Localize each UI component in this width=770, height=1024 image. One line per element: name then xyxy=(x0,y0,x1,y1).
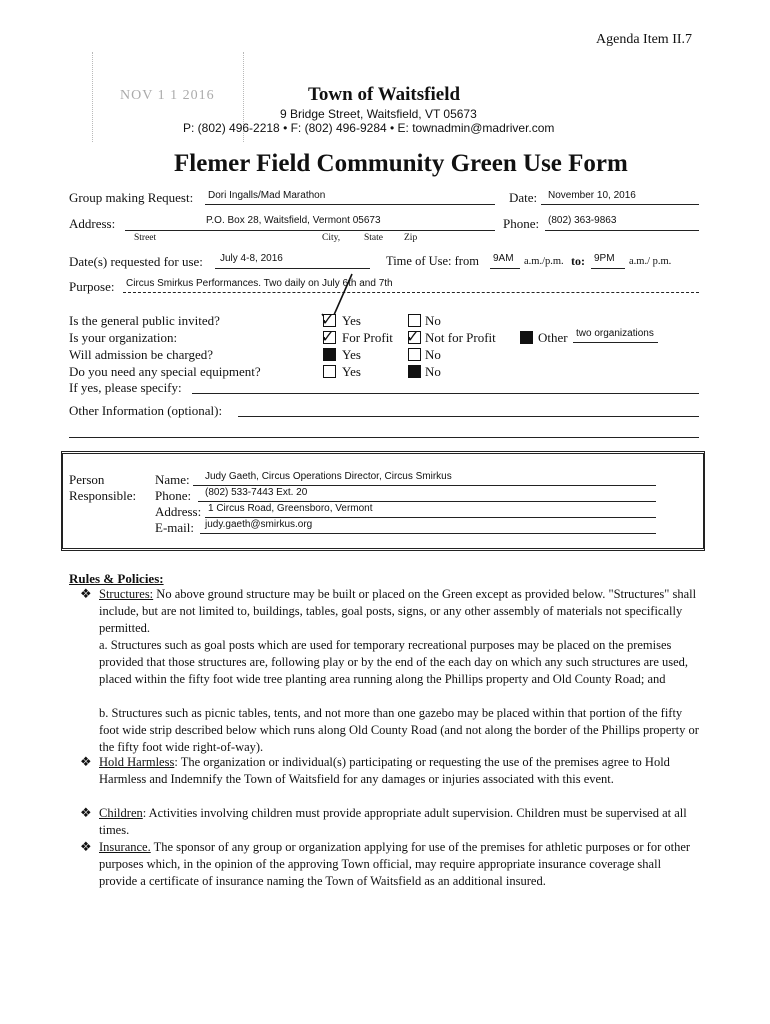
rule-children xyxy=(99,805,699,839)
check-icon: ✓ xyxy=(406,327,420,346)
person-name-label: Name: xyxy=(155,472,190,487)
address-sub-city: City, xyxy=(322,233,341,243)
date-value[interactable]: November 10, 2016 xyxy=(548,190,636,201)
org-nonprofit-label: Not for Profit xyxy=(425,330,496,345)
public-yes-label: Yes xyxy=(342,313,361,328)
check-icon: ✓ xyxy=(321,327,335,346)
rule-structures-text: No above ground structure may be built or placed on the Green except as provided below. "Structures" shall include, but are not limited to, buildings, tables, goal posts, signs, or any other assembly of materials not specifically permitted. xyxy=(99,587,697,635)
time-label: Time of Use: from xyxy=(386,254,479,268)
person-address-value[interactable]: 1 Circus Road, Greensboro, Vermont xyxy=(208,503,373,514)
other-info-field[interactable] xyxy=(238,416,699,417)
question-admission: Will admission be charged? xyxy=(69,347,214,362)
equipment-yes-checkbox[interactable] xyxy=(323,365,336,378)
rule-hold-harmless xyxy=(99,754,699,788)
ampm-2: a.m./ p.m. xyxy=(629,256,672,267)
rule-insurance-text: The sponsor of any group or organization applying for use of the premises for athletic purposes or for other purposes which, in the opinion of the approving Town official, may require appropriate insurance coverage shall provide a certificate of insurance naming the Town of Waitsfield as an additional insured. xyxy=(99,840,691,888)
equipment-no-label: No xyxy=(425,364,441,379)
to-label: to: xyxy=(571,254,585,268)
rule-hold-text: : The organization or individual(s) participating or requesting the use of the premises agree to Hold Harmless and Indemnify the Town of Waitsfield for any damages or injuries associated with this event. xyxy=(99,755,670,786)
date-label: Date: xyxy=(509,190,538,205)
dates-value[interactable]: July 4-8, 2016 xyxy=(220,253,283,264)
person-label: Person xyxy=(69,472,105,487)
address-value[interactable]: P.O. Box 28, Waitsfield, Vermont 05673 xyxy=(206,215,381,226)
form-title: Flemer Field Community Green Use Form xyxy=(174,150,628,177)
person-address-label: Address: xyxy=(155,504,202,519)
rule-children-title: Children xyxy=(99,806,143,820)
rule-hold-title: Hold Harmless xyxy=(99,755,175,769)
town-contact: P: (802) 496-2218 • F: (802) 496-9284 • E: townadmin@madriver.com xyxy=(183,121,555,135)
question-equipment: Do you need any special equipment? xyxy=(69,364,261,379)
rule-structures-b: b. Structures such as picnic tables, tents, and not more than one gazebo may be placed within that portion of the fifty foot wide strip described below which runs along Old County Road (and not along the border of the Phillips property or the fifty foot wide right-of-way). xyxy=(99,706,699,754)
address-sub-street: Street xyxy=(134,233,157,243)
check-icon: ✓ xyxy=(321,310,335,329)
address-label: Address: xyxy=(69,216,116,231)
org-forprofit-label: For Profit xyxy=(342,330,393,345)
rule-structures-title: Structures: xyxy=(99,587,154,601)
phone-value[interactable]: (802) 363-9863 xyxy=(548,215,617,226)
admission-yes-label: Yes xyxy=(342,347,361,362)
specify-label: If yes, please specify: xyxy=(69,380,182,395)
rule-insurance-title: Insurance. xyxy=(99,840,151,854)
org-other-value[interactable]: two organizations xyxy=(576,328,654,339)
rule-insurance xyxy=(99,839,699,890)
time-to-value[interactable]: 9PM xyxy=(594,253,615,264)
rule-structures xyxy=(99,586,699,637)
diamond-bullet-icon: ❖ xyxy=(80,806,92,821)
rules-heading: Rules & Policies: xyxy=(69,571,164,586)
stamp-date: NOV 1 1 2016 xyxy=(120,88,215,103)
rule-children-text: : Activities involving children must provide appropriate adult supervision. Children must be supervised at all times. xyxy=(99,806,687,837)
town-address: 9 Bridge Street, Waitsfield, VT 05673 xyxy=(280,107,477,121)
admission-no-label: No xyxy=(425,347,441,362)
group-value[interactable]: Dori Ingalls/Mad Marathon xyxy=(208,190,326,201)
diamond-bullet-icon: ❖ xyxy=(80,587,92,602)
other-info-label: Other Information (optional): xyxy=(69,403,223,418)
question-public: Is the general public invited? xyxy=(69,313,220,328)
org-other-label: Other xyxy=(538,330,568,345)
rule-structures-a: a. Structures such as goal posts which are used for temporary recreational purposes may be placed on the premises provided that those structures are, following play or by the end of the each day on which any such structures are used, placed within the fifty foot wide tree planting area running along the Phillips property and Old County Road; and xyxy=(99,638,689,686)
purpose-value[interactable]: Circus Smirkus Performances. Two daily on July 6th and 7th xyxy=(126,278,393,289)
purpose-label: Purpose: xyxy=(69,279,115,294)
town-name: Town of Waitsfield xyxy=(308,84,461,105)
dates-label: Date(s) requested for use: xyxy=(69,254,203,269)
public-no-checkbox[interactable] xyxy=(408,314,421,327)
admission-no-checkbox[interactable] xyxy=(408,348,421,361)
person-phone-value[interactable]: (802) 533-7443 Ext. 20 xyxy=(205,487,308,498)
question-org: Is your organization: xyxy=(69,330,178,345)
person-email-value[interactable]: judy.gaeth@smirkus.org xyxy=(205,519,313,530)
address-sub-state: State xyxy=(364,233,383,243)
responsible-label: Responsible: xyxy=(69,488,137,503)
specify-field[interactable] xyxy=(192,393,699,394)
time-from-value[interactable]: 9AM xyxy=(493,253,514,264)
diamond-bullet-icon: ❖ xyxy=(80,840,92,855)
person-name-value[interactable]: Judy Gaeth, Circus Operations Director, Circus Smirkus xyxy=(205,471,452,482)
other-info-field-2[interactable] xyxy=(69,437,699,438)
group-label: Group making Request: xyxy=(69,190,194,205)
phone-label: Phone: xyxy=(503,216,540,231)
public-no-label: No xyxy=(425,313,441,328)
address-sub-zip: Zip xyxy=(404,233,418,243)
agenda-item-label: Agenda Item II.7 xyxy=(596,32,693,47)
org-other-checkbox[interactable] xyxy=(520,331,533,344)
person-email-label: E-mail: xyxy=(155,520,194,535)
equipment-yes-label: Yes xyxy=(342,364,361,379)
diamond-bullet-icon: ❖ xyxy=(80,755,92,770)
admission-yes-checkbox[interactable] xyxy=(323,348,336,361)
person-phone-label: Phone: xyxy=(155,488,192,503)
equipment-no-checkbox[interactable] xyxy=(408,365,421,378)
ampm-1: a.m./p.m. xyxy=(524,256,564,267)
